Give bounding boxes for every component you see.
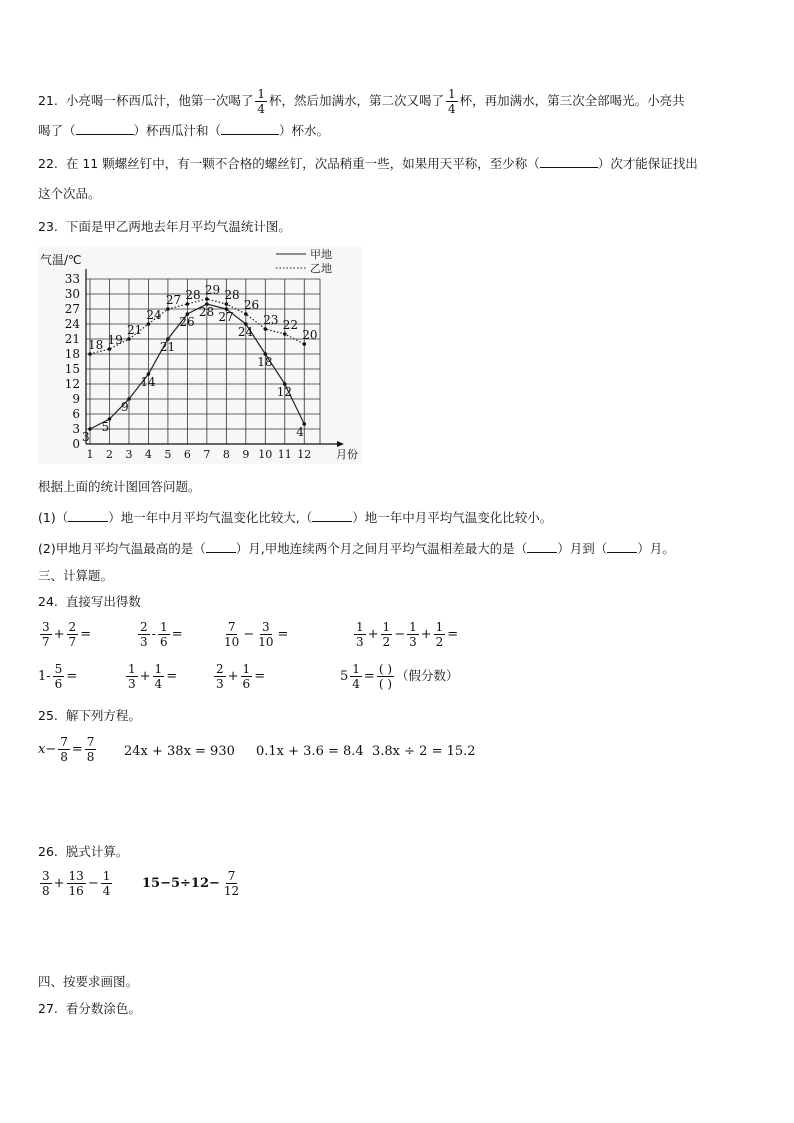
calc-expression-2: 15−5÷12− $\frac{7}{12}$ [142, 869, 240, 898]
legend-label: 乙地 [310, 262, 332, 275]
x-tick-label: 11 [277, 448, 292, 461]
y-tick-label: 6 [72, 407, 80, 421]
question-22-line1: 22. 在 11 颗螺丝钉中，有一颗不合格的螺丝钉，次品稍重一些，如果用天平称，至少称（ ）次才能保证找出 [38, 156, 698, 171]
data-point [225, 302, 229, 306]
x-tick-label: 2 [105, 448, 113, 461]
answer-blank[interactable] [76, 122, 134, 135]
question-24-title: 24. 直接写出得数 [38, 594, 141, 609]
data-label: 18 [257, 355, 273, 369]
data-label: 21 [159, 340, 176, 354]
answer-blank[interactable] [312, 509, 352, 522]
data-label: 12 [276, 385, 293, 399]
answer-blank[interactable] [540, 155, 598, 168]
calc-expression-1: $\frac{3}{8}$ + $\frac{13}{16}$ − $\frac{1}{4}$ [42, 869, 111, 898]
question-23-instruction: 根据上面的统计图回答问题。 [38, 479, 201, 494]
answer-blank[interactable] [206, 540, 236, 553]
answer-blank[interactable] [607, 540, 637, 553]
data-label: 23 [263, 313, 279, 327]
question-23-sub1: (1)（ ）地一年中月平均气温变化比较大,（ ）地一年中月平均气温变化比较小。 [38, 510, 553, 525]
y-tick-label: 3 [72, 422, 80, 436]
y-axis-label: 气温/℃ [40, 253, 82, 267]
x-tick-label: 6 [183, 448, 191, 461]
data-label: 4 [296, 425, 304, 439]
fraction: $\frac{1}{4}$ [257, 87, 265, 116]
x-axis-arrow [337, 441, 344, 447]
data-label: 27 [165, 293, 182, 307]
data-label: 18 [88, 338, 104, 352]
answer-blank[interactable] [221, 122, 279, 135]
y-tick-label: 15 [64, 362, 80, 376]
fraction: $\frac{1}{4}$ [448, 87, 456, 116]
question-21-line2: 喝了（ ）杯西瓜汁和（ ）杯水。 [38, 123, 330, 138]
calc-item: $\frac{7}{10}$ − $\frac{3}{10}$ = [224, 620, 289, 649]
y-tick-label: 12 [64, 377, 80, 391]
equation-2: 24x + 38x = 930 [124, 744, 235, 759]
question-22-line2: 这个次品。 [38, 186, 101, 201]
y-tick-label: 27 [64, 302, 80, 316]
question-23-sub2: (2)甲地月平均气温最高的是（ ）月,甲地连续两个月之间月平均气温相差最大的是（ ）月到（ ）月。 [38, 541, 675, 556]
data-point [283, 332, 287, 336]
data-point [88, 352, 92, 356]
calc-item: $\frac{3}{7}$ + $\frac{2}{7}$ = [42, 620, 92, 649]
x-tick-label: 4 [144, 448, 152, 461]
answer-blank[interactable] [527, 540, 557, 553]
data-point [108, 347, 112, 351]
calc-item-improper: 5 $\frac{1}{4}$ = $\frac{( )}{( )}$ （假分数） [340, 662, 459, 691]
x-tick-label: 5 [164, 448, 172, 461]
calc-item: $\frac{1}{3}$ + $\frac{1}{2}$ − $\frac{1}{3}$ + $\frac{1}{2}$ = [356, 620, 459, 649]
data-point [127, 337, 131, 341]
x-tick-label: 8 [222, 448, 230, 461]
data-label: 24 [237, 325, 254, 339]
data-point [302, 342, 306, 346]
data-label: 26 [243, 298, 260, 312]
equation-4: 3.8x ÷ 2 = 15.2 [372, 744, 476, 759]
x-tick-label: 3 [125, 448, 133, 461]
question-25-title: 25. 解下列方程。 [38, 708, 141, 723]
data-label: 21 [126, 323, 143, 337]
x-tick-label: 1 [86, 448, 94, 461]
data-label: 28 [185, 288, 201, 302]
data-point [147, 322, 151, 326]
y-tick-label: 18 [64, 347, 80, 361]
data-label: 24 [146, 308, 162, 322]
y-tick-label: 21 [64, 332, 80, 346]
x-tick-label: 9 [242, 448, 250, 461]
data-label: 26 [179, 315, 195, 329]
data-point [205, 297, 209, 301]
equation-1: x− $\frac{7}{8}$ = $\frac{7}{8}$ [38, 735, 95, 764]
section-4-heading: 四、按要求画图。 [38, 974, 139, 989]
y-tick-label: 24 [64, 317, 80, 331]
data-point [264, 327, 268, 331]
chart-svg [38, 246, 362, 464]
data-label: 22 [282, 318, 299, 332]
data-label: 3 [82, 430, 90, 444]
calc-item: 1- $\frac{5}{6}$ = [38, 662, 78, 691]
legend-label: 甲地 [310, 248, 332, 261]
section-3-heading: 三、计算题。 [38, 568, 114, 583]
y-tick-label: 9 [72, 392, 80, 406]
data-label: 27 [218, 310, 234, 324]
y-tick-label: 33 [64, 272, 80, 286]
data-label: 14 [140, 375, 156, 389]
data-point [244, 312, 248, 316]
equation-3: 0.1x + 3.6 = 8.4 [256, 744, 364, 759]
x-tick-label: 10 [258, 448, 273, 461]
data-label: 9 [120, 400, 129, 414]
calc-item: $\frac{2}{3}$ + $\frac{1}{6}$ = [216, 662, 266, 691]
data-label: 29 [204, 283, 221, 297]
temperature-line-chart [38, 246, 362, 464]
question-23-title: 23. 下面是甲乙两地去年月平均气温统计图。 [38, 219, 291, 234]
x-axis-label: 月份 [336, 448, 358, 461]
data-label: 28 [224, 288, 240, 302]
question-27-title: 27. 看分数涂色。 [38, 1001, 141, 1016]
x-tick-label: 12 [297, 448, 312, 461]
data-point [186, 302, 190, 306]
calc-item: $\frac{1}{3}$ + $\frac{1}{4}$ = [128, 662, 178, 691]
question-26-title: 26. 脱式计算。 [38, 844, 129, 859]
calc-item: $\frac{2}{3}$ - $\frac{1}{6}$ = [140, 620, 183, 649]
data-label: 19 [107, 333, 123, 347]
data-label: 20 [302, 328, 318, 342]
data-point [166, 307, 170, 311]
question-21-line1: 21. 小亮喝一杯西瓜汁，他第一次喝了 $\frac{1}{4}$ 杯，然后加满水，第二次又喝了 $\frac{1}{4}$ 杯，再加满水，第三次全部喝光。小亮共 [38, 87, 685, 116]
data-label: 28 [198, 305, 215, 319]
x-tick-label: 7 [203, 448, 211, 461]
y-tick-label: 30 [64, 287, 80, 301]
answer-blank[interactable] [68, 509, 108, 522]
data-label: 5 [101, 420, 110, 434]
y-tick-label: 0 [72, 437, 80, 451]
